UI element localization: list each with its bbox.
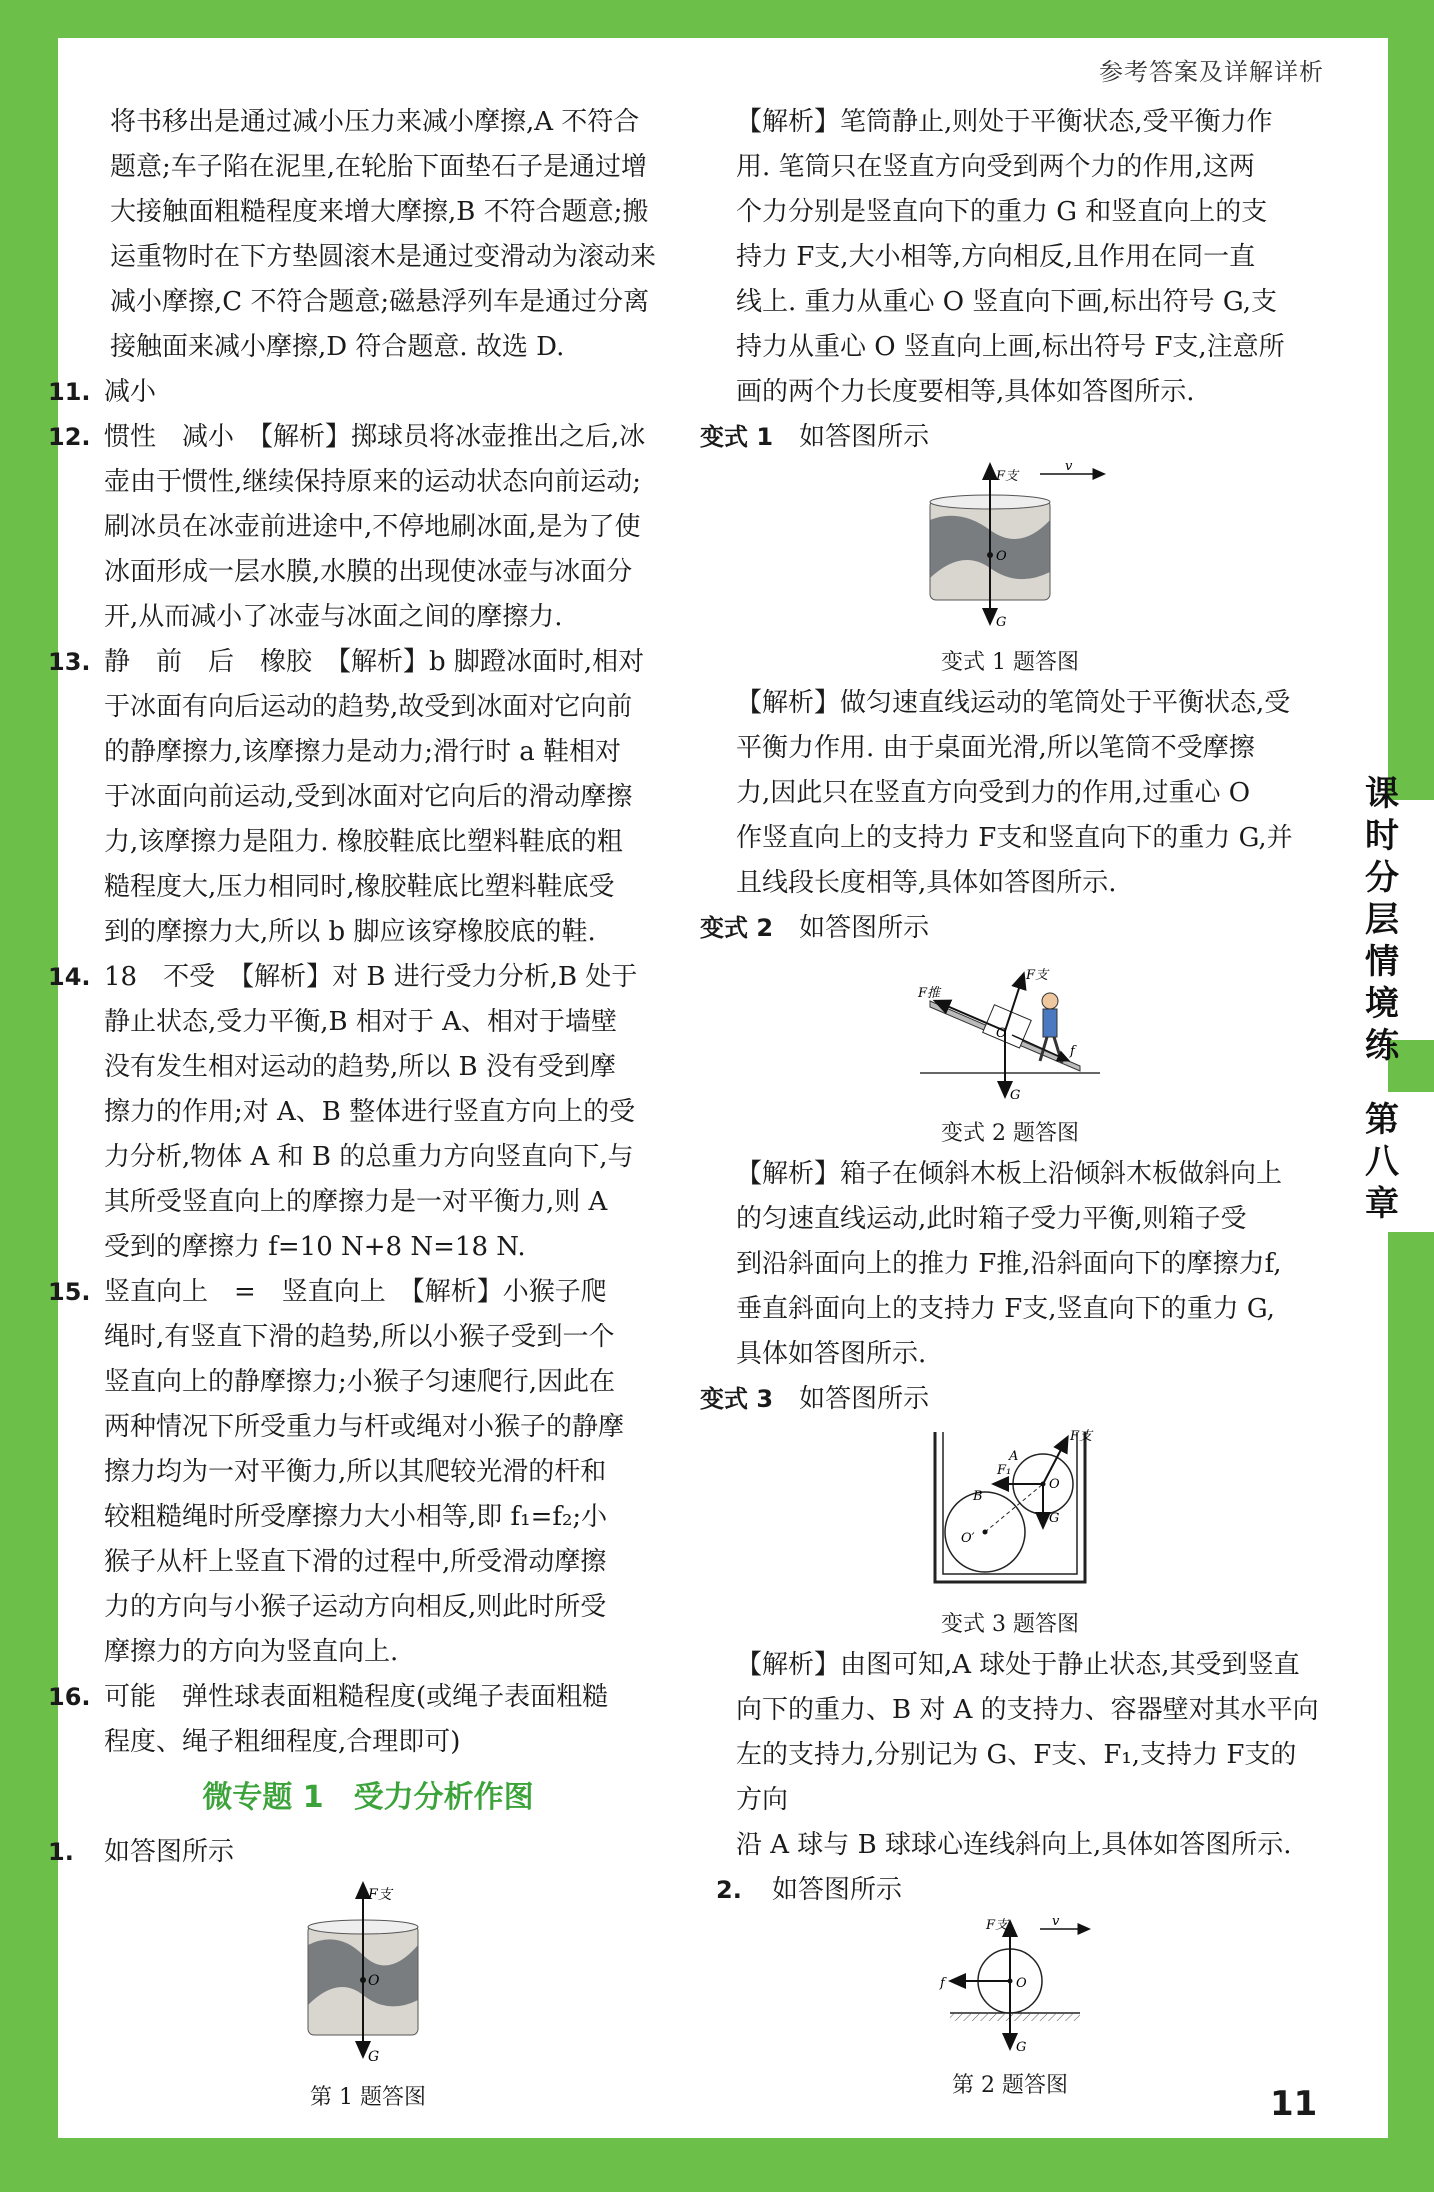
svg-text:F₁: F₁ — [997, 1463, 1012, 1478]
rolling-ball-figure — [910, 1913, 1110, 2053]
label-f-support: F支 — [368, 1887, 392, 1903]
svg-text:F支: F支 — [1070, 1429, 1093, 1444]
svg-text:f: f — [940, 1976, 945, 1991]
caption-variant-1: 变式 1 题答图 — [941, 650, 1079, 675]
svg-text:O: O — [1016, 1976, 1027, 1991]
analysis-q1: 【解析】笔筒静止,则处于平衡状态,受平衡力作 用. 笔筒只在竖直方向受到两个力的作用,这两 个力分别是竖直向下的重力 G 和竖直向上的支 持力 F支,大小相等,方向相反,且作用在同一直 线上. 重力从重心 O 竖直向下画,标出符号 G,支 持力从重心 O 竖直向上画,标出符号 F支,注意所 画的两个力长度要相等,具体如答图所示. — [736, 107, 1285, 407]
figure-variant-3 — [700, 1422, 1320, 1643]
figure-variant-1 — [700, 460, 1320, 681]
caption-variant-2: 变式 2 题答图 — [941, 1121, 1079, 1146]
caption-q2: 第 2 题答图 — [952, 2073, 1068, 2098]
analysis-variant-3: 【解析】由图可知,A 球处于静止状态,其受到竖直 向下的重力、B 对 A 的支持力、容器壁对其水平向 左的支持力,分别记为 G、F支、F₁,支持力 F支的方向 沿 A 球与 B 球球心连线斜向上,具体如答图所示. — [736, 1650, 1319, 1860]
question-number: 2. — [716, 1876, 742, 1904]
svg-text:O′: O′ — [961, 1531, 975, 1546]
answer-item: 12. 惯性 减小 【解析】掷球员将冰壶推出之后,冰 壶由于惯性,继续保持原来的运动状态向前运动; 刷冰员在冰壶前进途中,不停地刷冰面,是为了使 冰面形成一层水膜,水膜的出现使冰壶与冰面分 开,从而减小了冰壶与冰面之间的摩擦力. — [48, 415, 688, 640]
figure-variant-2 — [700, 951, 1320, 1152]
svg-text:F推: F推 — [918, 986, 941, 1001]
label-gravity: G — [368, 2049, 380, 2065]
answer-item: 11. 减小 — [48, 370, 688, 415]
question-2: 2. 如答图所示 — [700, 1868, 1320, 1913]
question-number: 12. — [48, 423, 91, 451]
question-number: 16. — [48, 1683, 91, 1711]
svg-text:F支: F支 — [986, 1918, 1009, 1933]
question-1: 1. 如答图所示 — [48, 1830, 688, 1875]
svg-text:G: G — [1010, 1088, 1021, 1101]
svg-text:F支: F支 — [996, 469, 1019, 484]
svg-text:v: v — [1065, 460, 1073, 474]
variant-3-heading: 变式 3 如答图所示 — [700, 1384, 930, 1414]
label-center: O — [368, 1973, 380, 1989]
question-number: 1. — [48, 1838, 74, 1866]
intro-paragraph: 将书移出是通过减小压力来减小摩擦,A 不符合 题意;车子陷在泥里,在轮胎下面垫石子是通过增 大接触面粗糙程度来增大摩擦,B 不符合题意;搬 运重物时在下方垫圆滚木是通过变滑动为滚动来 减小摩擦,C 不符合题意;磁悬浮列车是通过分离 接触面来减小摩擦,D 符合题意. 故选 D. — [110, 107, 657, 362]
question-number: 13. — [48, 648, 91, 676]
svg-text:B: B — [973, 1489, 983, 1504]
answer-item: 14. 18 不受 【解析】对 B 进行受力分析,B 处于 静止状态,受力平衡,B 相对于 A、相对于墙壁 没有发生相对运动的趋势,所以 B 没有受到摩 擦力的作用;对 A、B 整体进行竖直方向上的受 力分析,物体 A 和 B 的总重力方向竖直向下,与 其所受竖直向上的摩擦力是一对平衡力,则 A 受到的摩擦力 f=10 N+8 N=18 N. — [48, 955, 688, 1270]
svg-text:O: O — [996, 1026, 1007, 1041]
incline-box-figure — [900, 951, 1120, 1101]
right-column — [700, 100, 1320, 2104]
svg-text:O: O — [1049, 1477, 1060, 1492]
micro-topic-title: 微专题 1 受力分析作图 — [202, 1780, 534, 1815]
answer-list — [48, 370, 688, 1765]
analysis-variant-1: 【解析】做匀速直线运动的笔筒处于平衡状态,受 平衡力作用. 由于桌面光滑,所以笔筒不受摩擦 力,因此只在竖直方向受到力的作用,过重心 O 作竖直向上的支持力 F支和竖直向下的重力 G,并 且线段长度相等,具体如答图所示. — [736, 688, 1293, 898]
answer-item: 16. 可能 弹性球表面粗糙程度(或绳子表面粗糙 程度、绳子粗细程度,合理即可) — [48, 1675, 688, 1765]
side-tab-green-top — [1388, 38, 1434, 758]
svg-text:f: f — [1070, 1044, 1075, 1059]
svg-text:G: G — [996, 615, 1007, 630]
side-tab-green-bottom — [1388, 1300, 1434, 2138]
caption-variant-3: 变式 3 题答图 — [941, 1612, 1079, 1637]
side-tab-section: 课 时 分 层 情 境 练 — [1330, 800, 1434, 1040]
svg-text:G: G — [1016, 2040, 1027, 2053]
page-number: 11 — [1270, 2084, 1318, 2124]
svg-text:G: G — [1049, 1511, 1060, 1526]
pen-holder-figure — [268, 1875, 468, 2065]
moving-pen-holder-figure — [900, 460, 1120, 630]
analysis-variant-2: 【解析】箱子在倾斜木板上沿倾斜木板做斜向上 的匀速直线运动,此时箱子受力平衡,则箱子受 到沿斜面向上的推力 F推,沿斜面向下的摩擦力f, 垂直斜面向上的支持力 F支,竖直向下的重力 G, 具体如答图所示. — [736, 1159, 1283, 1369]
side-tab-chapter: 第 八 章 — [1330, 1092, 1434, 1232]
question-number: 15. — [48, 1278, 91, 1306]
figure-q2 — [700, 1913, 1320, 2104]
container-balls-figure — [915, 1422, 1105, 1592]
caption-q1: 第 1 题答图 — [310, 2085, 426, 2110]
page-header: 参考答案及详解详析 — [1099, 58, 1324, 86]
question-number: 14. — [48, 963, 91, 991]
figure-q1 — [48, 1875, 688, 2116]
variant-1-heading: 变式 1 如答图所示 — [700, 422, 930, 452]
answer-item: 15. 竖直向上 = 竖直向上 【解析】小猴子爬 绳时,有竖直下滑的趋势,所以小猴子受到一个 竖直向上的静摩擦力;小猴子匀速爬行,因此在 两种情况下所受重力与杆或绳对小猴子的静摩 擦力均为一对平衡力,所以其爬较光滑的杆和 较粗糙绳时所受摩擦力大小相等,即 f₁=f₂;小 猴子从杆上竖直下滑的过程中,所受滑动摩擦 力的方向与小猴子运动方向相反,则此时所受 摩擦力的方向为竖直向上. — [48, 1270, 688, 1675]
svg-text:A: A — [1009, 1449, 1019, 1464]
variant-2-heading: 变式 2 如答图所示 — [700, 913, 930, 943]
svg-text:F支: F支 — [1026, 968, 1049, 983]
svg-text:O: O — [996, 549, 1007, 564]
answer-item: 13. 静 前 后 橡胶 【解析】b 脚蹬冰面时,相对 于冰面有向后运动的趋势,故受到冰面对它向前 的静摩擦力,该摩擦力是动力;滑行时 a 鞋相对 于冰面向前运动,受到冰面对它向后的滑动摩擦 力,该摩擦力是阻力. 橡胶鞋底比塑料鞋底的粗 糙程度大,压力相同时,橡胶鞋底比塑料鞋底受 到的摩擦力大,所以 b 脚应该穿橡胶底的鞋. — [48, 640, 688, 955]
left-column — [48, 100, 688, 2116]
svg-text:v: v — [1052, 1914, 1060, 1929]
question-number: 11. — [48, 378, 91, 406]
